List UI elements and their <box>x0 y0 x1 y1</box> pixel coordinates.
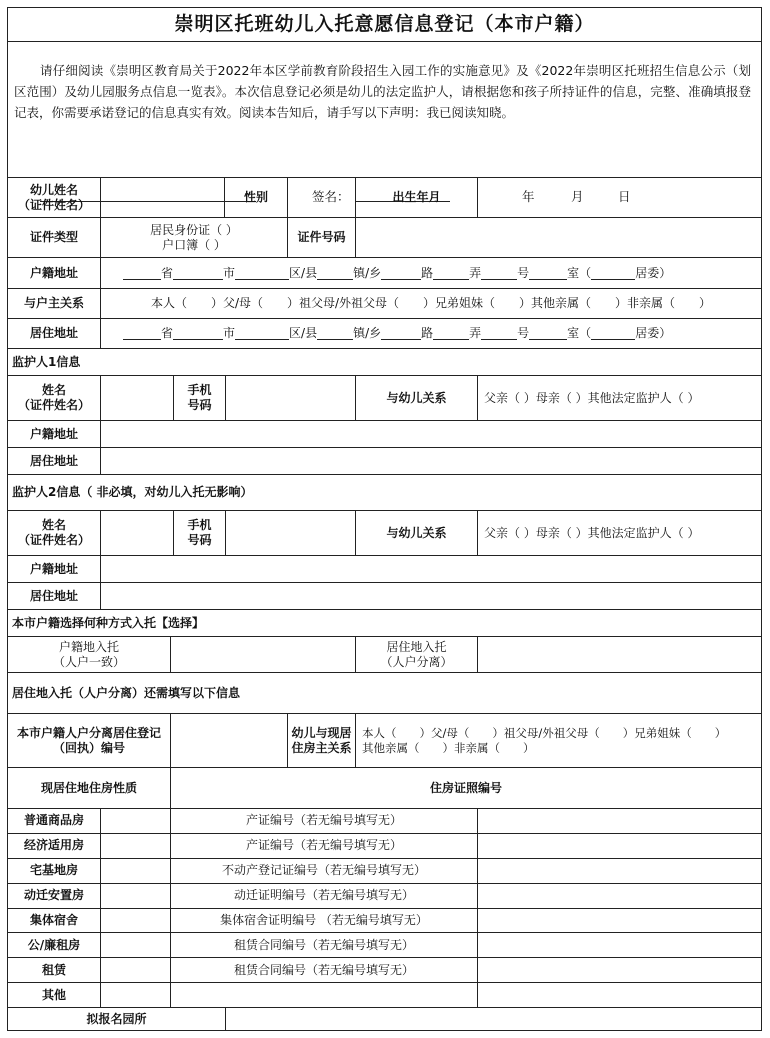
method-huji-checkbox[interactable] <box>171 637 356 672</box>
method-header-row <box>8 610 761 637</box>
housing-type-checkbox[interactable] <box>101 884 171 908</box>
lane-blank[interactable] <box>433 327 469 340</box>
child-name-label-2: （证件姓名） <box>17 197 90 212</box>
child-row-1 <box>8 178 761 218</box>
year-label: 年 <box>522 189 535 204</box>
guardian1-header: 监护人1信息 <box>12 354 81 369</box>
housing-cert-label: 集体宿舍证明编号 （若无编号填写无） <box>171 909 478 933</box>
housing-type-checkbox[interactable] <box>101 958 171 982</box>
huji-address-field[interactable] <box>101 258 761 288</box>
guardian2-row-1 <box>8 511 761 556</box>
method-option-residence-2: （人户分离） <box>380 654 453 669</box>
housing-header-row <box>8 768 761 809</box>
housing-cert-field[interactable] <box>478 834 761 858</box>
owner-relation-line-1: 本人（ ）父/母（ ）祖父母/外祖父母（ ）兄弟姐妹（ ） <box>362 725 727 740</box>
guardian1-header-row <box>8 349 761 376</box>
town-blank[interactable] <box>317 327 353 340</box>
town-text: 镇/乡 <box>353 326 382 340</box>
housing-type-checkbox[interactable] <box>101 909 171 933</box>
housing-type-checkbox[interactable] <box>101 859 171 883</box>
relation-row <box>8 289 761 319</box>
housing-cert-field[interactable] <box>478 958 761 982</box>
housing-cert-field[interactable] <box>478 809 761 833</box>
guardian2-residence-field[interactable] <box>101 583 761 609</box>
guardian1-name-label-1: 姓名 <box>41 383 66 397</box>
province-text: 省 <box>161 265 174 280</box>
guardian2-phone-label <box>174 511 226 555</box>
huji-label: 户籍地址 <box>8 258 101 288</box>
province-blank[interactable] <box>123 327 161 340</box>
method-option-residence <box>356 637 478 672</box>
housing-cert-label <box>171 983 478 1007</box>
number-text: 号 <box>517 265 530 280</box>
housing-cert-label: 产证编号（若无编号填写无） <box>171 834 478 858</box>
form-title: 崇明区托班幼儿入托意愿信息登记（本市户籍） <box>174 13 595 35</box>
owner-relation-line-2: 其他亲属（ ）非亲属（ ） <box>362 740 535 755</box>
relation-options[interactable]: 本人（ ）父/母（ ）祖父母/外祖父母（ ）兄弟姐妹（ ）其他亲属（ ）非亲属（ ） <box>150 296 712 310</box>
housing-cert-label: 不动产登记证编号（若无编号填写无） <box>171 859 478 883</box>
child-name-label <box>8 178 101 217</box>
housing-row <box>8 834 761 859</box>
housing-type-label: 集体宿舍 <box>8 909 101 933</box>
housing-type-checkbox[interactable] <box>101 834 171 858</box>
guardian2-name-label-1: 姓名 <box>41 518 66 532</box>
housing-type-label: 租赁 <box>8 958 101 982</box>
receipt-label: 本市户籍人户分离居住登记（回执）编号 <box>8 714 171 767</box>
city-text: 市 <box>223 326 236 340</box>
town-blank[interactable] <box>317 267 353 280</box>
housing-cert-label: 动迁证明编号（若无编号填写无） <box>171 884 478 908</box>
guardian1-phone-label-2: 号码 <box>187 398 212 412</box>
guardian2-residence-label: 居住地址 <box>8 583 101 609</box>
receipt-field[interactable] <box>171 714 288 767</box>
housing-type-label: 其他 <box>8 983 101 1007</box>
lane-blank[interactable] <box>433 267 469 280</box>
housing-row <box>8 983 761 1008</box>
guardian1-phone-label-1: 手机 <box>187 383 212 397</box>
housing-cert-field[interactable] <box>478 884 761 908</box>
residence-section-header: 居住地入托（人户分离）还需填写以下信息 <box>12 685 241 700</box>
road-text: 路 <box>421 326 434 340</box>
city-blank[interactable] <box>173 327 223 340</box>
guardian2-row-3 <box>8 583 761 610</box>
number-blank[interactable] <box>481 327 517 340</box>
guardian2-row-2 <box>8 556 761 583</box>
guardian1-huji-field[interactable] <box>101 421 761 447</box>
child-name-field[interactable] <box>101 178 225 217</box>
housing-type-label: 普通商品房 <box>8 809 101 833</box>
housing-row <box>8 933 761 958</box>
residence-label: 居住地址 <box>8 319 101 348</box>
guardian1-name-label-2: （证件姓名） <box>17 398 90 412</box>
committee-text: 居委） <box>635 326 672 340</box>
kindergarten-row <box>8 1008 761 1030</box>
number-text: 号 <box>517 326 530 340</box>
guardian1-residence-field[interactable] <box>101 448 761 474</box>
guardian1-row-3 <box>8 448 761 475</box>
method-option-huji-1: 户籍地入托 <box>58 639 119 654</box>
guardian2-huji-label: 户籍地址 <box>8 556 101 582</box>
guardian1-name-field[interactable] <box>101 376 174 420</box>
committee-blank[interactable] <box>591 327 635 340</box>
guardian2-header-row <box>8 475 761 511</box>
month-label: 月 <box>571 189 584 204</box>
committee-blank[interactable] <box>591 267 635 280</box>
huji-row <box>8 258 761 289</box>
residence-section-header-row <box>8 673 761 714</box>
district-text: 区/县 <box>289 265 318 280</box>
housing-cert-header: 住房证照编号 <box>429 780 502 795</box>
housing-row <box>8 909 761 934</box>
registration-form <box>7 7 762 1031</box>
child-name-label-1: 幼儿姓名 <box>29 182 78 197</box>
housing-cert-field[interactable] <box>478 909 761 933</box>
id-type-options[interactable] <box>101 218 288 257</box>
gender-label: 性别 <box>225 178 288 217</box>
housing-cert-field[interactable] <box>478 859 761 883</box>
guardian1-phone-label <box>174 376 226 420</box>
day-label: 日 <box>618 189 631 204</box>
district-blank[interactable] <box>235 267 289 280</box>
housing-row <box>8 809 761 834</box>
province-text: 省 <box>161 326 174 340</box>
title-row <box>8 8 761 42</box>
road-blank[interactable] <box>381 267 421 280</box>
housing-type-checkbox[interactable] <box>101 809 171 833</box>
housing-row <box>8 884 761 909</box>
city-blank[interactable] <box>173 267 223 280</box>
id-type-label: 证件类型 <box>8 218 101 257</box>
sign-label: 签名： <box>312 189 350 204</box>
guardian2-phone-field[interactable] <box>226 511 356 555</box>
room-blank[interactable] <box>529 327 567 340</box>
guardian2-name-label <box>8 511 101 555</box>
receipt-row <box>8 714 761 768</box>
notice-text: 请仔细阅读《崇明区教育局关于2022年本区学前教育阶段招生入园工作的实施意见》及《2022年崇明区托班招生信息公示（划区范围）及幼儿园服务点信息一览表》。本次信息登记必须是幼儿的法定监护人，请根据您和孩子所持证件的信息，完整、准确填报登记表，你需要承诺登记的信息真实有效。阅读本告知后，请手写以下声明：我已阅读知晓。 <box>14 63 751 120</box>
method-header: 本市户籍选择何种方式入托【选择】 <box>12 615 205 630</box>
guardian1-name-label <box>8 376 101 420</box>
guardian1-row-2 <box>8 421 761 448</box>
child-row-2 <box>8 218 761 258</box>
method-option-residence-1: 居住地入托 <box>386 639 447 654</box>
residence-row <box>8 319 761 349</box>
district-blank[interactable] <box>235 327 289 340</box>
guardian2-relation-options[interactable]: 父亲（ ）母亲（ ）其他法定监护人（ ） <box>484 525 700 540</box>
number-blank[interactable] <box>481 267 517 280</box>
road-text: 路 <box>421 265 434 280</box>
owner-relation-label: 幼儿与现居住房主关系 <box>288 714 356 767</box>
id-number-field[interactable] <box>356 218 761 257</box>
method-option-huji-2: （人户一致） <box>52 654 125 669</box>
guardian2-relation-label: 与幼儿关系 <box>356 511 478 555</box>
residence-address-field[interactable] <box>101 319 761 348</box>
guardian1-row-1 <box>8 376 761 421</box>
room-text: 室（ <box>567 326 592 340</box>
guardian2-phone-label-2: 号码 <box>187 533 212 547</box>
method-option-huji <box>8 637 171 672</box>
method-row <box>8 637 761 673</box>
housing-type-label: 宅基地房 <box>8 859 101 883</box>
housing-type-label: 经济适用房 <box>8 834 101 858</box>
housing-nature-header: 现居住地住房性质 <box>8 768 171 808</box>
guardian2-phone-label-1: 手机 <box>187 518 212 532</box>
housing-cert-label: 租赁合同编号（若无编号填写无） <box>171 933 478 957</box>
relation-label: 与户主关系 <box>8 289 101 318</box>
guardian1-phone-field[interactable] <box>226 376 356 420</box>
housing-cert-field[interactable] <box>478 933 761 957</box>
birth-label: 出生年月 <box>356 178 478 217</box>
guardian2-name-label-2: （证件姓名） <box>17 533 90 547</box>
lane-text: 弄 <box>469 326 482 340</box>
housing-cert-label: 产证编号（若无编号填写无） <box>171 809 478 833</box>
guardian2-name-field[interactable] <box>101 511 174 555</box>
room-text: 室（ <box>567 265 592 280</box>
kindergarten-field[interactable] <box>226 1008 761 1030</box>
guardian1-relation-options[interactable]: 父亲（ ）母亲（ ）其他法定监护人（ ） <box>484 390 700 405</box>
owner-relation-options[interactable] <box>356 714 761 767</box>
guardian2-header: 监护人2信息（ 非必填，对幼儿入托无影响） <box>12 485 253 499</box>
housing-row <box>8 958 761 983</box>
housing-type-checkbox[interactable] <box>101 983 171 1007</box>
city-text: 市 <box>223 265 236 280</box>
guardian1-relation-label: 与幼儿关系 <box>356 376 478 420</box>
birth-field[interactable] <box>478 178 761 217</box>
housing-type-checkbox[interactable] <box>101 933 171 957</box>
guardian1-residence-label: 居住地址 <box>8 448 101 474</box>
housing-cert-label: 租赁合同编号（若无编号填写无） <box>171 958 478 982</box>
housing-type-label: 公/廉租房 <box>8 933 101 957</box>
method-residence-checkbox[interactable] <box>478 637 761 672</box>
kindergarten-label: 拟报名园所 <box>8 1008 226 1030</box>
committee-text: 居委） <box>635 265 672 280</box>
guardian2-huji-field[interactable] <box>101 556 761 582</box>
id-option-2: 户口簿（ ） <box>162 237 226 252</box>
district-text: 区/县 <box>289 326 318 340</box>
housing-row <box>8 859 761 884</box>
town-text: 镇/乡 <box>353 265 382 280</box>
housing-cert-field[interactable] <box>478 983 761 1007</box>
road-blank[interactable] <box>381 327 421 340</box>
id-option-1: 居民身份证（ ） <box>150 222 238 237</box>
lane-text: 弄 <box>469 265 482 280</box>
province-blank[interactable] <box>123 267 161 280</box>
guardian1-huji-label: 户籍地址 <box>8 421 101 447</box>
housing-type-label: 动迁安置房 <box>8 884 101 908</box>
room-blank[interactable] <box>529 267 567 280</box>
gender-field[interactable] <box>288 178 356 217</box>
id-number-label: 证件号码 <box>288 218 356 257</box>
